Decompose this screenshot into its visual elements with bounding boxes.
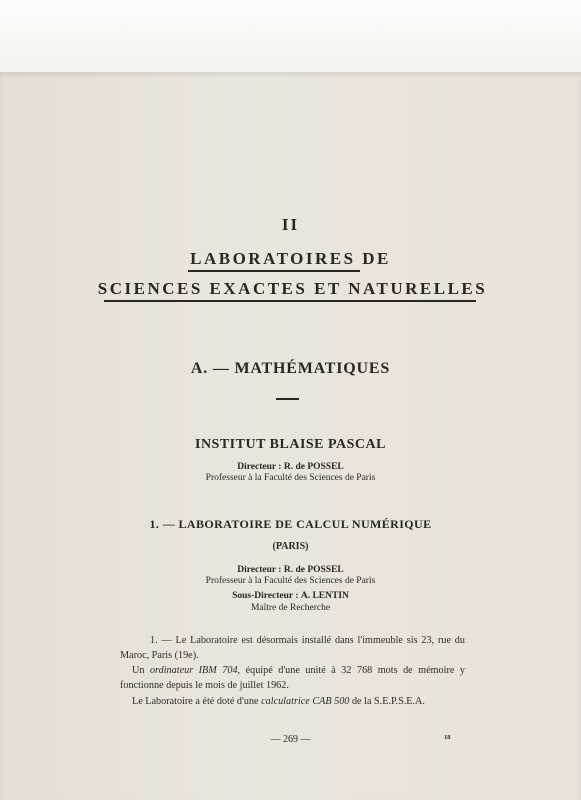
page-number: — 269 —: [270, 734, 311, 745]
laboratory-title: 1. — LABORATOIRE DE CALCUL NUMÉRIQUE: [149, 517, 432, 531]
laboratory-subdirector-name: A. LENTIN: [300, 591, 349, 601]
laboratory-director-label: Directeur :: [237, 565, 282, 575]
institute-director-name: R. de POSSEL: [283, 462, 344, 472]
institute-director-role: Professeur à la Faculté des Sciences de Paris: [205, 473, 376, 483]
chapter-number: II: [281, 215, 300, 234]
institute-director: [0, 462, 581, 472]
chapter-title-line-1: LABORATOIRES DE: [190, 249, 391, 268]
institute-name: INSTITUT BLAISE PASCAL: [195, 437, 386, 452]
title-underline-1: [188, 270, 360, 272]
paragraph-3: [120, 694, 465, 709]
laboratory-city: (PARIS): [272, 541, 309, 552]
paragraph-2-italic: ordinateur IBM 704: [149, 665, 238, 676]
laboratory-director-role: Professeur à la Faculté des Sciences de Paris: [205, 576, 376, 586]
paragraph-1: 1. — Le Laboratoire est désormais installé dans l'immeuble sis 23, rue du Maroc, Paris (19e).: [120, 635, 465, 661]
paragraph-3-text-a: Le Laboratoire a été doté d'une: [132, 696, 262, 707]
scan-background: [0, 0, 581, 78]
laboratory-subdirector: [0, 591, 581, 601]
institute-director-label: Directeur :: [237, 462, 282, 472]
paragraph-3-italic: calculatrice CAB 500: [261, 696, 350, 707]
section-separator: [276, 398, 299, 400]
laboratory-director-name: R. de POSSEL: [283, 565, 344, 575]
paragraph-3-text-b: de la S.E.P.S.E.A.: [349, 696, 425, 707]
chapter-title-line-2: SCIENCES EXACTES ET NATURELLES: [97, 279, 488, 298]
paragraph-2-text-a: Un: [132, 665, 150, 676]
paragraph-2-text-b: , équipé d'une unité à 32 768 mots de mémoire y fonctionne depuis le mois de juillet 1962.: [120, 665, 465, 691]
laboratory-subdirector-role: Maître de Recherche: [250, 603, 331, 613]
signature-mark: 18: [444, 734, 451, 741]
laboratory-director: [0, 565, 581, 575]
laboratory-subdirector-label: Sous-Directeur :: [232, 591, 299, 601]
paragraph-2: [120, 663, 465, 693]
section-title: A. — MATHÉMATIQUES: [190, 360, 391, 377]
title-underline-2: [104, 300, 476, 302]
